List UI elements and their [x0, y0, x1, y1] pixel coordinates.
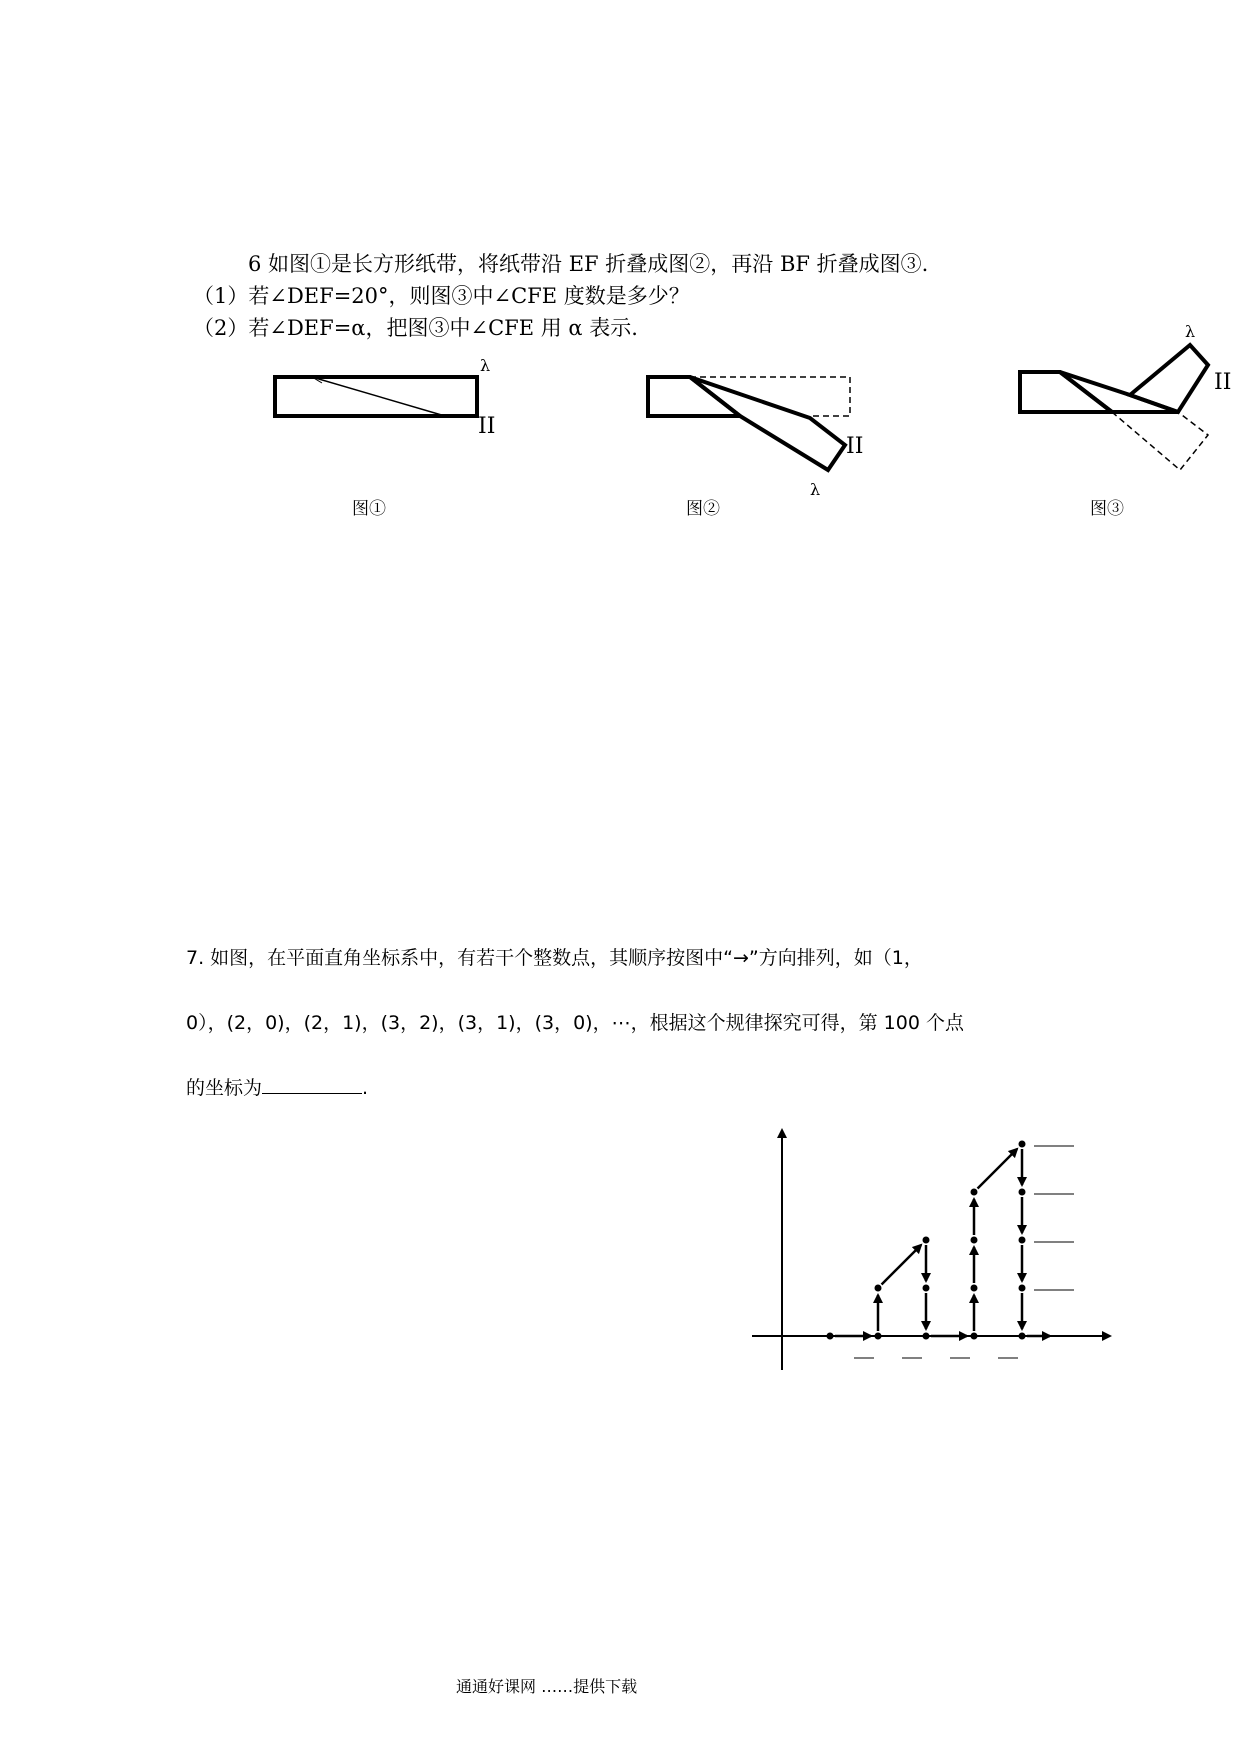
fig1-fold-line	[312, 377, 445, 416]
lattice-point	[827, 1333, 834, 1340]
q7-line1: 7. 如图，在平面直角坐标系中，有若干个整数点，其顺序按图中“→”方向排列，如（1，	[186, 947, 923, 969]
lattice-path-figure	[740, 1120, 1120, 1380]
answer-blank[interactable]	[262, 1075, 362, 1094]
figure-3	[1000, 330, 1240, 519]
fig2-label-c: ΙΙ	[846, 434, 864, 459]
fig2-front	[648, 377, 740, 416]
fig3-label-d: λ	[1185, 322, 1196, 341]
q7-line3-text: 的坐标为	[186, 1077, 263, 1099]
q6-line2: （1）若∠DEF=20°，则图③中∠CFE 度数是多少？	[193, 284, 690, 308]
lattice-point	[875, 1333, 882, 1340]
lattice-point	[971, 1333, 978, 1340]
lattice-point	[1019, 1189, 1026, 1196]
lattice-point	[875, 1285, 882, 1292]
figure-2	[630, 350, 890, 519]
lattice-point	[971, 1237, 978, 1244]
fig1-caption: 图①	[352, 499, 386, 519]
footer-text: 通通好课网 ……提供下载	[456, 1677, 638, 1696]
lattice-point	[1019, 1333, 1026, 1340]
q7-line3	[186, 1075, 368, 1101]
lattice-point	[1019, 1141, 1026, 1148]
lattice-point	[923, 1237, 930, 1244]
fig2-folded-flap	[690, 377, 845, 470]
path-arrow	[882, 1245, 922, 1285]
fig3-label-c: ΙΙ	[1214, 370, 1232, 395]
fig1-label-d: λ	[480, 356, 491, 375]
lattice-point	[1019, 1285, 1026, 1292]
lattice-point	[971, 1285, 978, 1292]
q7-line3-end: .	[362, 1077, 369, 1099]
fig2-caption: 图②	[686, 499, 720, 519]
path-arrow	[978, 1149, 1018, 1189]
q6-line3: （2）若∠DEF=α，把图③中∠CFE 用 α 表示.	[193, 316, 638, 340]
fig1-label-c: ΙΙ	[478, 414, 496, 439]
figure-1	[250, 350, 510, 519]
lattice-point	[923, 1285, 930, 1292]
lattice-point	[1019, 1237, 1026, 1244]
lattice-point	[971, 1189, 978, 1196]
fig3-flap-up	[1130, 345, 1208, 412]
q7-line2: 0），(2，0)，(2，1)，(3，2)，(3，1)，(3，0)，⋯，根据这个规律探究可得，第 100 个点	[186, 1012, 964, 1034]
q6-line1: 6 如图①是长方形纸带，将纸带沿 EF 折叠成图②，再沿 BF 折叠成图③.	[248, 252, 929, 276]
lattice-point	[923, 1333, 930, 1340]
fig3-caption: 图③	[1090, 499, 1124, 519]
fig2-label-d: λ	[810, 480, 821, 499]
fig3-dashed	[1112, 412, 1208, 470]
